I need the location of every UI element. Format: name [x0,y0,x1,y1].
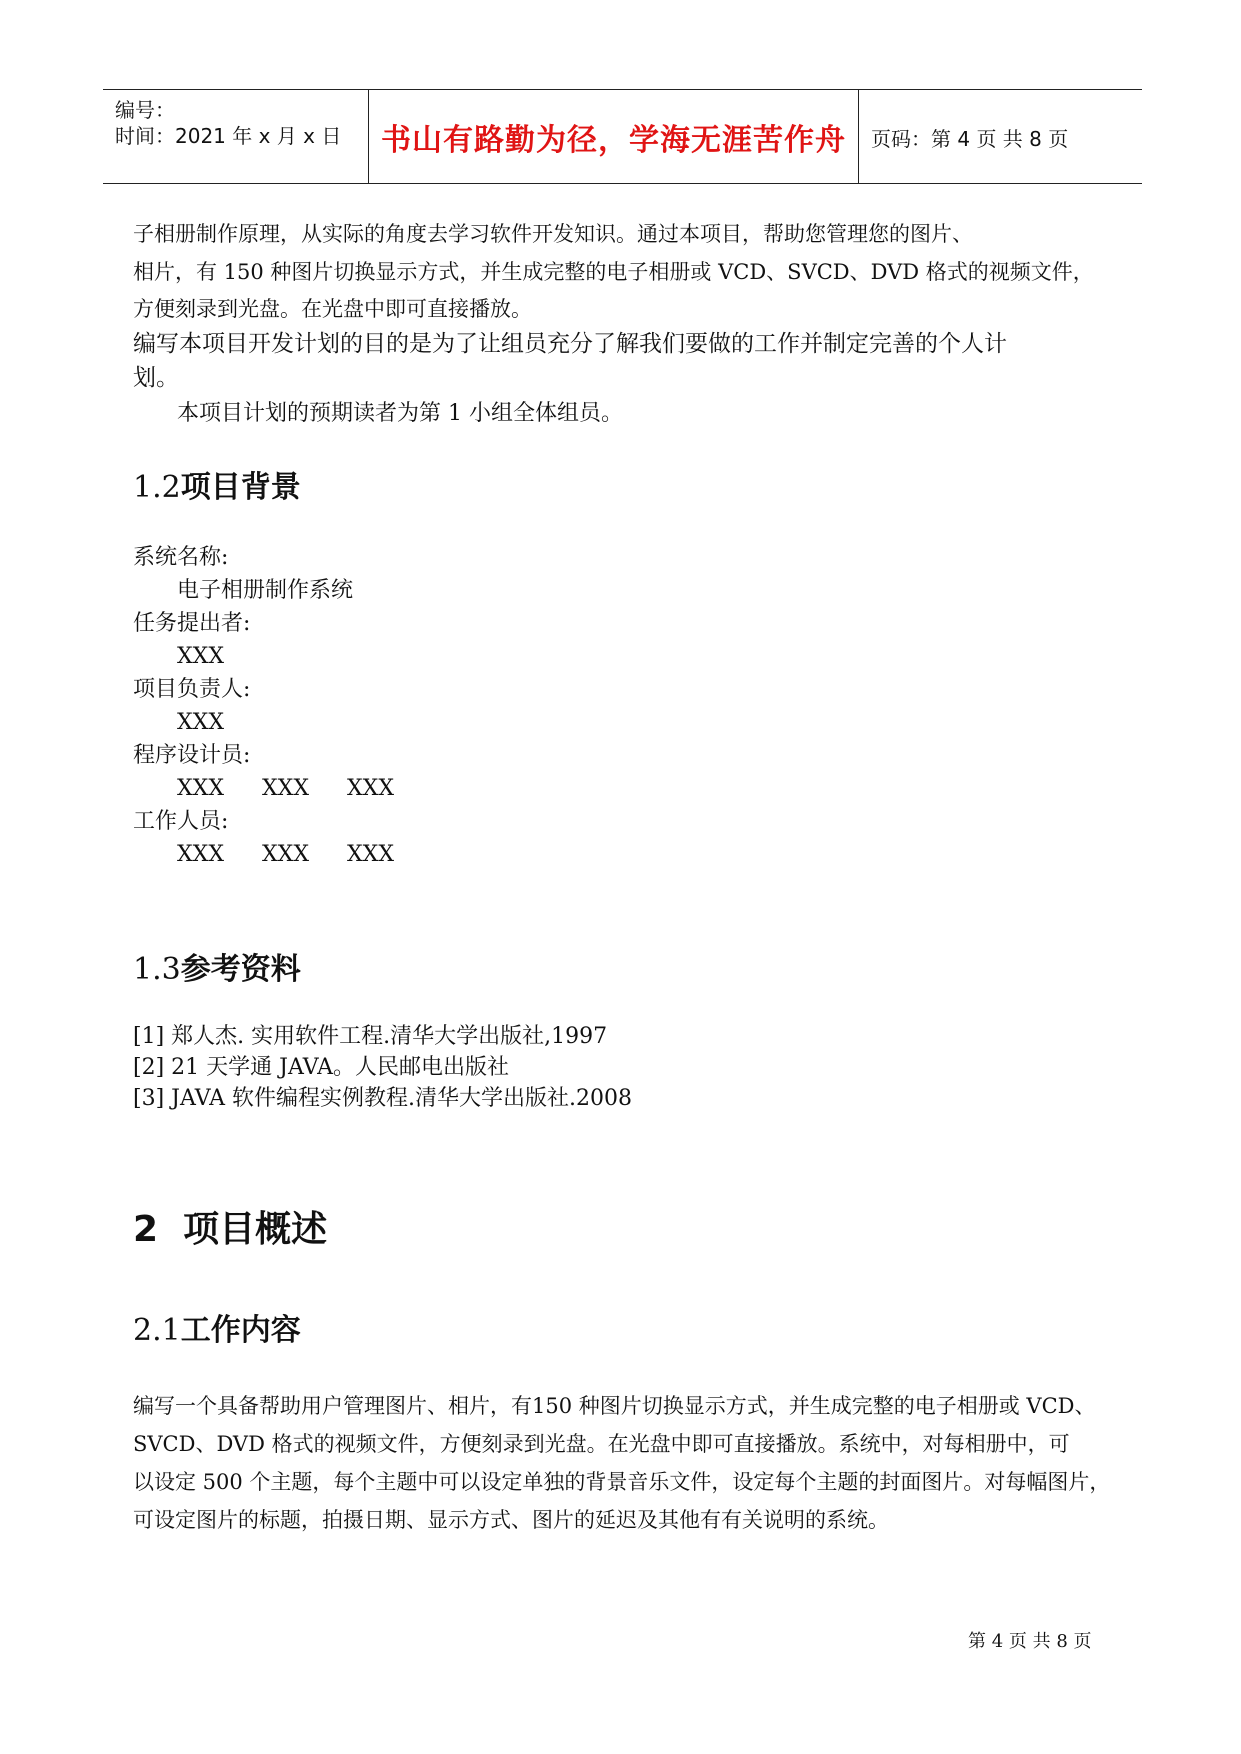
work-content-line: 以设定 500 个主题，每个主题中可以设定单独的背景音乐文件，设定每个主题的封面图片。对每幅图片， [133,1470,1111,1494]
work-content-line: 可设定图片的标题，拍摄日期、显示方式、图片的延迟及其他有有关说明的系统。 [133,1508,889,1532]
staff-name: XXX [347,842,394,867]
reference-item: [3] JAVA 软件编程实例教程.清华大学出版社.2008 [133,1086,633,1111]
section-1-2-heading [133,462,1123,506]
page-header [103,89,1142,184]
programmer-name: XXX [347,776,394,801]
header-meta-cell [103,90,369,183]
programmer-name: XXX [177,776,224,801]
chapter-number: 2 [133,1209,159,1250]
programmer-name: XXX [262,776,309,801]
proposer-value: XXX [177,644,224,669]
intro-para1-line2: 相片，有 150 种图片切换显示方式，并生成完整的电子相册或 VCD、SVCD、DVD 格式的视频文件， [133,260,1094,284]
header-motto-cell [369,90,859,183]
reference-item: [2] 21 天学通 JAVA。人民邮电出版社 [133,1055,510,1080]
number-label: 编号： [115,98,175,122]
header-page-number: 页码：第 4 页 共 8 页 [871,127,1069,151]
owner-label: 项目负责人: [133,677,251,702]
intro-para1-line3: 方便刻录到光盘。在光盘中即可直接播放。 [133,297,532,321]
staff-row [133,838,1123,871]
intro-para1-line1: 子相册制作原理，从实际的角度去学习软件开发知识。通过本项目，帮助您管理您的图片、 [133,222,973,246]
references-list [133,1021,1123,1114]
system-name-value: 电子相册制作系统 [177,578,354,603]
reference-item: [1] 郑人杰. 实用软件工程.清华大学出版社,1997 [133,1024,608,1049]
programmers-label: 程序设计员: [133,743,251,768]
section-2-1-heading [133,1305,1123,1349]
motto-text: 书山有路勤为径，学海无涯苦作舟 [381,123,846,158]
footer-page-number: 第 4 页 共 8 页 [968,1631,1092,1652]
project-background [133,541,1123,871]
intro-para2-line2: 划。 [133,365,179,391]
proposer-label: 任务提出者: [133,611,251,636]
section-number: 2.1 [133,1313,181,1348]
intro-para2-line1: 编写本项目开发计划的目的是为了让组员充分了解我们要做的工作并制定完善的个人计 [133,331,1007,357]
section-title: 参考资料 [180,952,301,987]
time-label: 时间：2021 年 x 月 x 日 [115,124,342,148]
staff-label: 工作人员: [133,809,229,834]
chapter-title: 项目概述 [183,1209,328,1250]
staff-name: XXX [262,842,309,867]
intro-para3: 本项目计划的预期读者为第 1 小组全体组员。 [177,401,623,426]
header-page-cell [859,90,1142,183]
owner-value: XXX [177,710,224,735]
section-number: 1.3 [133,952,181,987]
programmers-row [133,772,1123,805]
staff-name: XXX [177,842,224,867]
section-number: 1.2 [133,470,181,505]
system-name-label: 系统名称: [133,545,229,570]
work-content-line: SVCD、DVD 格式的视频文件，方便刻录到光盘。在光盘中即可直接播放。系统中，对每相册中，可 [133,1432,1070,1456]
section-1-3-heading [133,944,1123,988]
section-title: 项目背景 [180,470,301,505]
intro-section [133,215,1123,431]
chapter-2-heading [133,1201,1123,1252]
work-content [133,1387,1123,1539]
section-title: 工作内容 [180,1313,301,1348]
work-content-line: 编写一个具备帮助用户管理图片、相片，有150 种图片切换显示方式，并生成完整的电子相册或 VCD、 [133,1394,1096,1418]
